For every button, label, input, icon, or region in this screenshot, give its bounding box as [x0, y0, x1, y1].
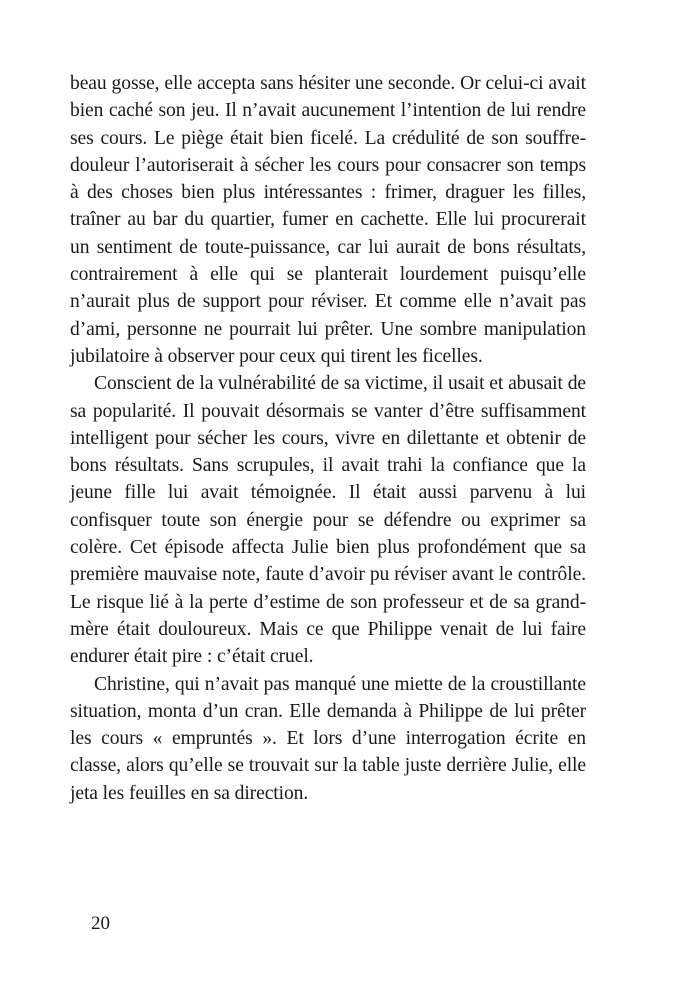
paragraph-1: beau gosse, elle accepta sans hésiter une seconde. Or celui-ci avait bien caché son jeu. Il n’avait aucunement l’intention de lui rendre ses cours. Le piège était bien ficelé. La crédulité de son souffre-douleur l’autoriserait à sécher les cours pour consacrer son temps à des choses bien plus intéressantes : frimer, draguer les filles, traîner au bar du quartier, fumer en cachette. Elle lui procurerait un sentiment de toute-puissance, car lui aurait de bons résultats, contrairement à elle qui se planterait lourdement puisqu’elle n’aurait plus de support pour réviser. Et comme elle n’avait pas d’ami, personne ne pourrait lui prêter. Une sombre manipulation jubilatoire à observer pour ceux qui tirent les ficelles.	[70, 73, 586, 367]
page-body	[70, 70, 586, 807]
page-number: 20	[91, 913, 110, 934]
paragraph-2: Conscient de la vulnérabilité de sa victime, il usait et abusait de sa popularité. Il pouvait désormais se vanter d’être suffisamment intelligent pour sécher les cours, vivre en dilettante et obtenir de bons résultats. Sans scrupules, il avait trahi la confiance que la jeune fille lui avait témoignée. Il était aussi parvenu à lui confisquer toute son énergie pour se défendre ou exprimer sa colère. Cet épisode affecta Julie bien plus profondément que sa première mauvaise note, faute d’avoir pu réviser avant le contrôle. Le risque lié à la perte d’estime de son professeur et de sa grand-mère était douloureux. Mais ce que Philippe venait de lui faire endurer était pire : c’était cruel.	[70, 373, 586, 668]
paragraph-3: Christine, qui n’avait pas manqué une miette de la croustillante situation, monta d’un cran. Elle demanda à Philippe de lui prêter les cours « empruntés ». Et lors d’une interrogation écrite en classe, alors qu’elle se trouvait sur la table juste derrière Julie, elle jeta les feuilles en sa direction.	[70, 673, 586, 804]
